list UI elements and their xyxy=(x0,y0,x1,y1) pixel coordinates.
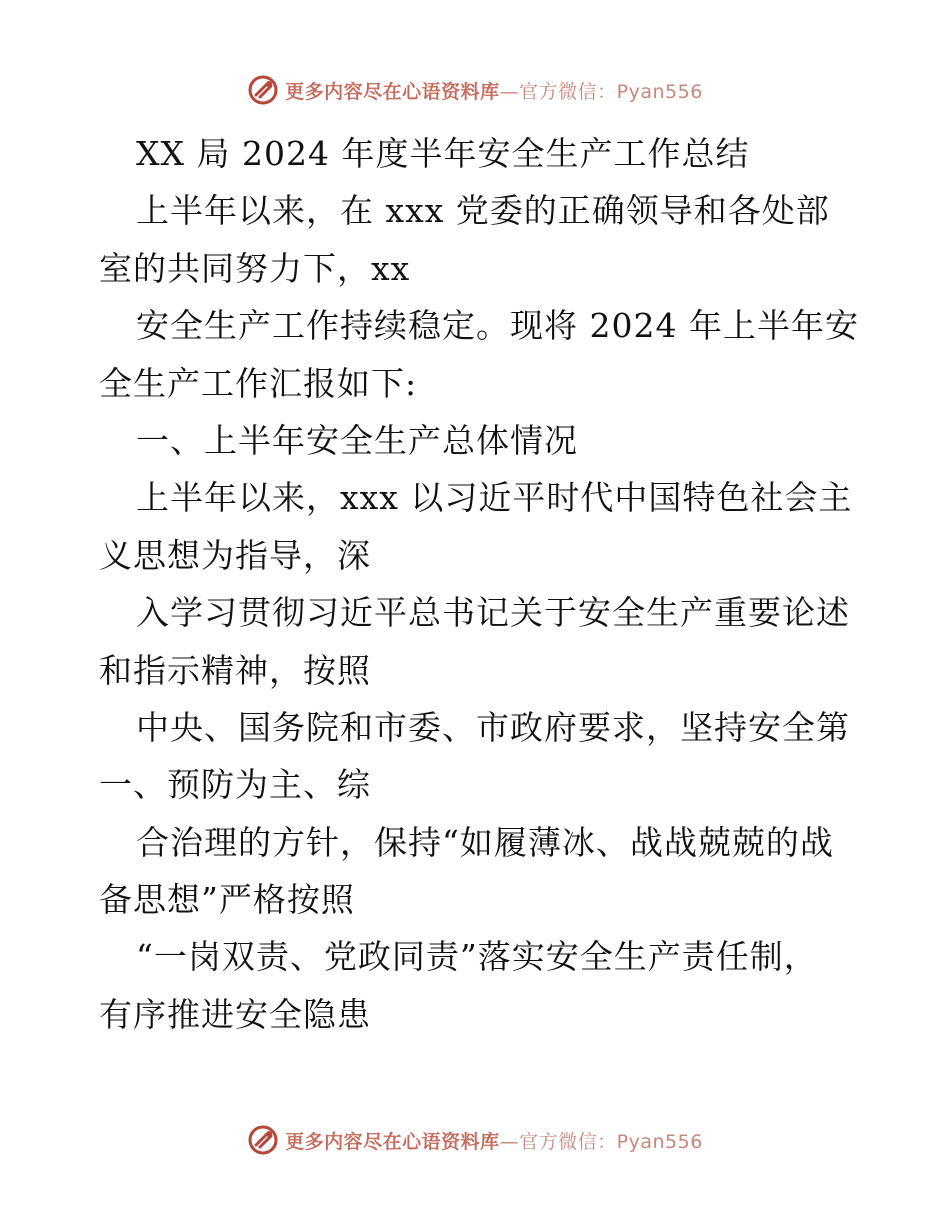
paragraph-line: 一、预防为主、综 xyxy=(99,765,371,805)
paragraph-line: 上半年以来，在 xxx 党委的正确领导和各处部 xyxy=(136,191,830,231)
document-title: XX 局 2024 年度半年安全生产工作总结 xyxy=(136,134,750,173)
paragraph-line: 入学习贯彻习近平总书记关于安全生产重要论述 xyxy=(136,593,850,633)
watermark-text: 更多内容尽在心语资料库—官方微信：Pyan556 xyxy=(285,80,703,103)
seal-logo-icon xyxy=(247,1124,279,1156)
watermark-banner-top xyxy=(0,70,950,110)
paragraph-line: 有序推进安全隐患 xyxy=(99,994,371,1034)
paragraph-line: 安全生产工作持续稳定。现将 2024 年上半年安 xyxy=(136,306,859,346)
paragraph-line: 上半年以来，xxx 以习近平时代中国特色社会主 xyxy=(136,478,853,518)
paragraph-line: “一岗双责、党政同责”落实安全生产责任制， xyxy=(136,937,818,977)
section-heading: 一、上半年安全生产总体情况 xyxy=(136,420,578,460)
seal-logo-icon xyxy=(247,74,279,106)
paragraph-line: 全生产工作汇报如下: xyxy=(99,363,418,403)
paragraph-line: 备思想”严格按照 xyxy=(99,880,355,920)
paragraph-line: 合治理的方针，保持“如履薄冰、战战兢兢的战 xyxy=(136,822,834,862)
paragraph-line: 中央、国务院和市委、市政府要求，坚持安全第 xyxy=(136,707,850,747)
paragraph-line: 和指示精神，按照 xyxy=(99,650,371,690)
paragraph-line: 室的共同努力下，xx xyxy=(99,248,411,288)
paragraph-line: 义思想为指导，深 xyxy=(99,535,371,575)
watermark-text: 更多内容尽在心语资料库—官方微信：Pyan556 xyxy=(285,1130,703,1153)
watermark-banner-bottom xyxy=(0,1120,950,1160)
document-body xyxy=(99,125,859,1043)
